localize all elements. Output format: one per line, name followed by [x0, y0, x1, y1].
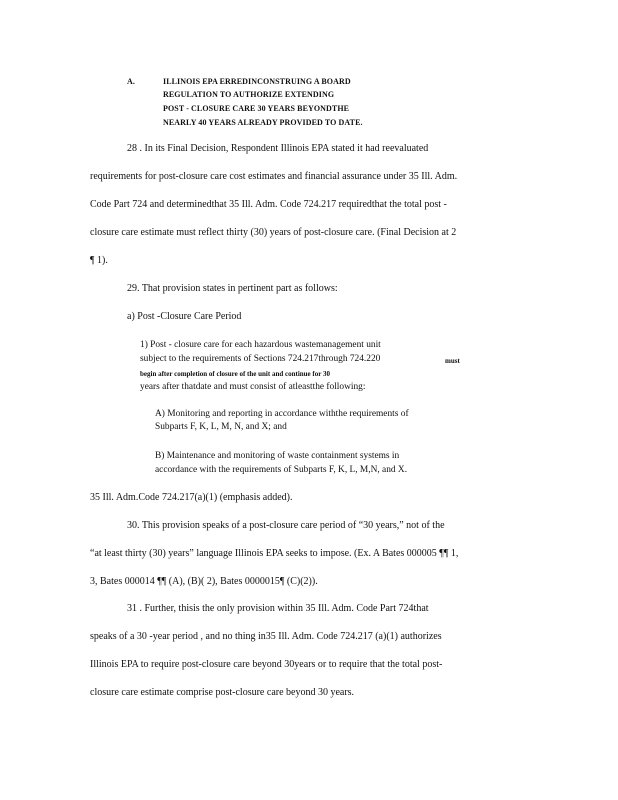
quote-item-1-small-text: must [445, 357, 460, 365]
subsection-a-title: a) Post -Closure Care Period [127, 311, 242, 322]
citation: 35 Ill. Adm.Code 724.217(a)(1) (emphasis added). [90, 492, 293, 503]
paragraph-28-line: ¶ 1). [90, 255, 108, 266]
paragraph-31-line: closure care estimate comprise post-closure care beyond 30 years. [90, 687, 355, 698]
quote-item-b-line: B) Maintenance and monitoring of waste containment systems in [155, 451, 400, 461]
heading-line: POST - CLOSURE CARE 30 YEARS BEYONDTHE [163, 103, 350, 113]
paragraph-31-line: 31 . Further, thisis the only provision within 35 Ill. Adm. Code Part 724that [127, 603, 429, 614]
paragraph-30-line: 30. This provision speaks of a post-closure care period of “30 years,” not of the [127, 520, 445, 531]
quote-item-a-line: A) Monitoring and reporting in accordance withthe requirements of [155, 409, 409, 419]
paragraph-30-line: 3, Bates 000014 ¶¶ (A), (B)( 2), Bates 0000015¶ (C)(2)). [90, 576, 318, 587]
quote-item-1-line: subject to the requirements of Sections 724.217through 724.220 [140, 354, 381, 364]
heading-line: NEARLY 40 YEARS ALREADY PROVIDED TO DATE. [163, 117, 363, 127]
quote-item-1-small-text: begin after completion of closure of the unit and continue for 30 [140, 370, 330, 378]
quote-item-b-line: accordance with the requirements of Subparts F, K, L, M,N, and X. [155, 465, 408, 475]
paragraph-31-line: Illinois EPA to require post-closure care beyond 30years or to require that the total post- [90, 659, 443, 670]
paragraph-28-line: Code Part 724 and determinedthat 35 Ill. Adm. Code 724.217 requiredthat the total post - [90, 199, 447, 210]
heading-line: REGULATION TO AUTHORIZE EXTENDING [163, 89, 335, 99]
quote-item-1-line: years after thatdate and must consist of atleastthe following: [140, 382, 366, 392]
quote-item-a-line: Subparts F, K, L, M, N, and X; and [155, 422, 287, 432]
quote-item-1-line: 1) Post - closure care for each hazardous wastemanagement unit [140, 340, 381, 350]
heading-letter: A. [127, 76, 135, 86]
paragraph-28-line: closure care estimate must reflect thirty (30) years of post-closure care. (Final Decision at 2 [90, 227, 457, 238]
paragraph-30-line: “at least thirty (30) years” language Illinois EPA seeks to impose. (Ex. A Bates 000005 ¶¶ 1, [90, 548, 459, 559]
heading-line: ILLINOIS EPA ERREDINCONSTRUING A BOARD [163, 76, 351, 86]
paragraph-31-line: speaks of a 30 -year period , and no thing in35 Ill. Adm. Code 724.217 (a)(1) authorizes [90, 631, 442, 642]
paragraph-28-line: 28 . In its Final Decision, Respondent Illinois EPA stated it had reevaluated [127, 143, 429, 154]
paragraph-28-line: requirements for post-closure care cost estimates and financial assurance under 35 Ill. Adm. [90, 171, 458, 182]
paragraph-29: 29. That provision states in pertinent part as follows: [127, 283, 338, 294]
